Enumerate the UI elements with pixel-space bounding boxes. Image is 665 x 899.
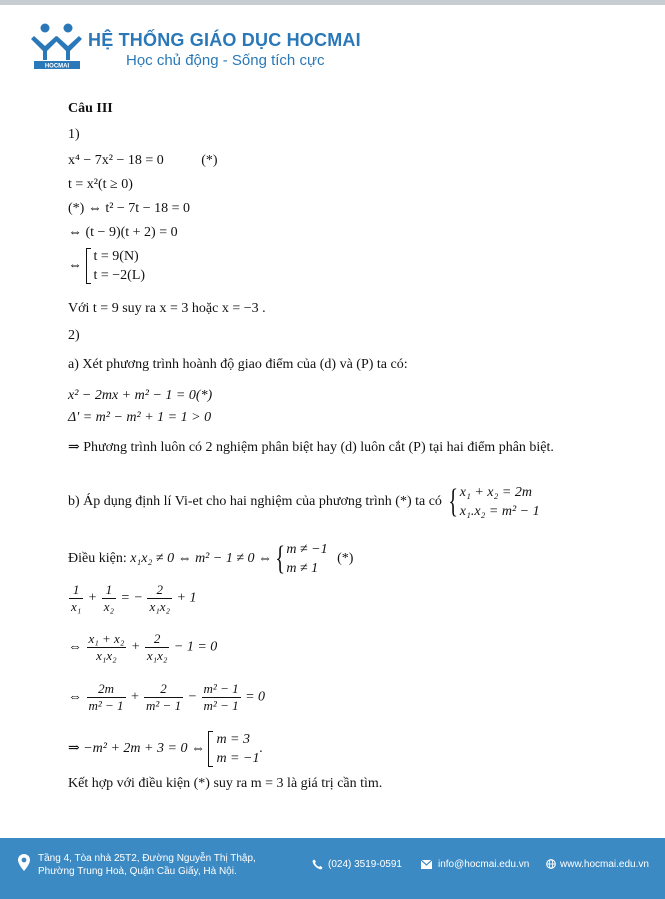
equation-4 <box>68 247 145 285</box>
equation-4-cases: t = 9(N) t = −2(L) <box>93 249 146 283</box>
part-2a-conclusion: ⇒ Phương trình luôn có 2 nghiệm phân biệt hay (d) luôn cắt (P) tại hai điểm phân biệt. <box>68 440 554 455</box>
part-2b-statement <box>68 483 540 521</box>
fraction: $\frac{2m}{\text{m² − 1}}$ <box>88 681 124 713</box>
brand-slogan: Học chủ động - Sống tích cực <box>126 52 325 69</box>
equation-1 <box>68 154 218 168</box>
globe-icon <box>546 859 556 869</box>
fraction-equation-1: $\frac{1}{\text{x₁}}$ + $\frac{1}{\text{x₂}}$ = − $\frac{2}{\text{x₁x₂}}$ + 1 <box>71 582 197 614</box>
fraction: $\frac{\text{x₁ + x₂}}{\text{x₁x₂}}$ <box>88 631 125 663</box>
part-2a-discriminant: Δ' = m² − m² + 1 = 1 > 0 <box>68 410 212 425</box>
fraction: $\frac{2}{\text{x₁x₂}}$ <box>149 582 171 614</box>
part-2-label: 2) <box>68 328 80 343</box>
condition-tag: (*) <box>337 551 354 567</box>
footer-email[interactable]: info@hocmai.edu.vn <box>438 859 530 870</box>
final-equation: ⇒ −m² + 2m + 3 = 0 ⇔ m = 3 m = −1 . <box>68 732 263 766</box>
fraction: $\frac{2}{\text{m² − 1}}$ <box>146 681 182 713</box>
brand-title: HỆ THỐNG GIÁO DỤC HOCMAI <box>88 30 361 50</box>
mail-icon <box>421 860 432 869</box>
final-conclusion: Kết hợp với điều kiện (*) suy ra m = 3 là giá trị cần tìm. <box>68 776 383 791</box>
fraction: $\frac{1}{\text{x₁}}$ <box>71 582 82 614</box>
part-1-label: 1) <box>68 127 80 142</box>
part-2b-text: b) Áp dụng định lí Vi-et cho hai nghiệm của phương trình (*) ta có <box>68 494 442 510</box>
vieta-system: x₁ + x₂ = 2m x₁.x₂ = m² − 1 <box>459 485 540 519</box>
equation-1-text: x⁴ − 7x² − 18 = 0 <box>68 153 164 168</box>
svg-text:HOCMAI: HOCMAI <box>44 63 70 70</box>
footer-website[interactable]: www.hocmai.edu.vn <box>560 859 649 870</box>
equation-1-tag: (*) <box>201 153 218 168</box>
condition-label: Điều kiện: <box>68 551 127 567</box>
fraction: $\frac{\text{m² − 1}}{\text{m² − 1}}$ <box>203 681 239 713</box>
footer-address-line-1: Tầng 4, Tòa nhà 25T2, Đường Nguyễn Thị Thập, <box>38 853 256 864</box>
footer-address-line-2: Phường Trung Hoà, Quận Cầu Giấy, Hà Nội. <box>38 866 237 877</box>
condition-equation: x₁x₂ ≠ 0 ⇔ m² − 1 ≠ 0 ⇔ <box>130 551 273 567</box>
fraction-equation-3: ⇔ $\frac{2m}{\text{m² − 1}}$ + $\frac{2}{\text{m² − 1}}$ − $\frac{\text{m² − 1}}{\text{m² − 1}}$ = 0 <box>68 681 266 713</box>
hocmai-logo-icon <box>30 22 84 70</box>
fraction: $\frac{2}{\text{x₁x₂}}$ <box>146 631 168 663</box>
footer <box>0 838 665 899</box>
condition-system: m ≠ −1 m ≠ 1 <box>286 542 328 576</box>
top-border <box>0 0 665 5</box>
part-2a-statement: a) Xét phương trình hoành độ giao điểm của (d) và (P) ta có: <box>68 357 408 372</box>
bracket-symbol <box>208 731 213 767</box>
part-2a-equation: x² − 2mx + m² − 1 = 0(*) <box>68 388 213 403</box>
brace-symbol: { <box>275 540 286 577</box>
conclusion-1: Với t = 9 suy ra x = 3 hoặc x = −3 . <box>68 301 266 316</box>
equation-4-prefix: ⇔ <box>68 258 82 274</box>
fraction-equation-2: ⇔ $\frac{\text{x₁ + x₂}}{\text{x₁x₂}}$ + $\frac{2}{\text{x₁x₂}}$ − 1 = 0 <box>68 631 218 663</box>
final-solutions: m = 3 m = −1 <box>216 732 260 766</box>
fraction: $\frac{1}{\text{x₂}}$ <box>103 582 115 614</box>
footer-phone[interactable]: (024) 3519-0591 <box>328 859 402 870</box>
location-pin-icon <box>18 854 30 871</box>
equation-3: ⇔ (t − 9)(t + 2) = 0 <box>68 225 178 240</box>
brace-symbol: { <box>448 483 459 520</box>
substitution: t = x²(t ≥ 0) <box>68 177 133 192</box>
phone-icon <box>312 859 323 870</box>
question-title: Câu III <box>68 101 113 116</box>
condition-line <box>68 540 353 578</box>
bracket-symbol <box>86 248 91 284</box>
equation-2: (*) ⇔ t² − 7t − 18 = 0 <box>68 201 190 216</box>
